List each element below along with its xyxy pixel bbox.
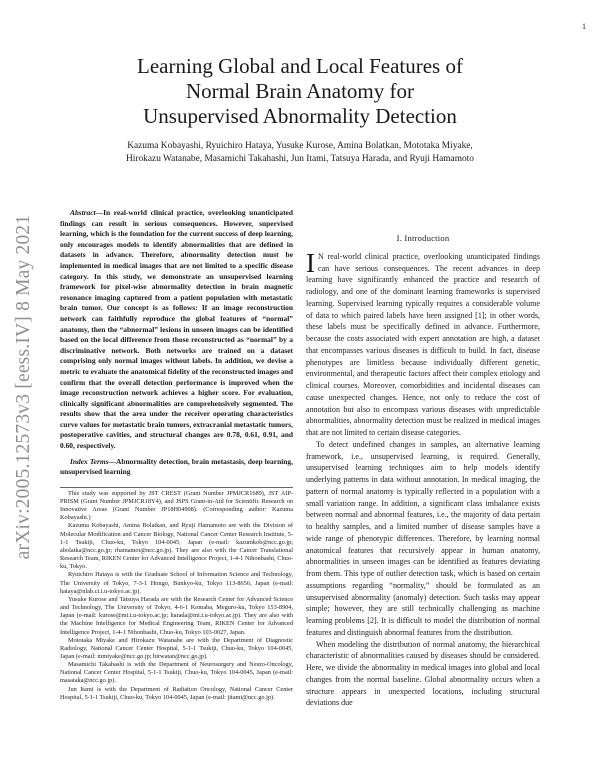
footnote-rule (60, 487, 293, 488)
paper-title (50, 54, 550, 129)
intro-paragraph: To detect undefined changes in samples, an alternative learning framework, i.e., unsupervised learning, is required. Generally, unsupervised learning techniques aim to help models identify underlying patterns in data without annotation. In medical imaging, the pattern of normal anatomy is typically reflected in a population with a small variation range. In addition, a significant class imbalance exists between normal and abnormal features, i.e., the majority of data pertain to healthy samples, and a limited number of disease samples have a wide range of phenotypic differences. Therefore, by learning normal anatomical features that recursively appear in human anatomy, abnormalities in unseen images can be identified as features deviating from them. This type of outlier detection task, which is based on certain assumptions regarding “normality,” should be formulated as an unsupervised abnormality (anomaly) detection. Such tasks may appear simple; however, they are still technically challenging as machine learning problems [2]. It is difficult to model the distribution of normal features and distinguish abnormal features from the distribution. (306, 439, 540, 637)
author-line: Hirokazu Watanabe, Masamichi Takahashi, Jun Itami, Tatsuya Harada, and Ryuji Hamamoto (126, 154, 474, 164)
footnote: Kazuma Kobayashi, Amina Bolatkan, and Ryuji Hamamoto are with the Division of Molecular Modification and Cancer Biology, National Cancer Center Research Institute, 5-1-1 Tsukiji, Chuo-ku, Tokyo 104-0045, Japan (e-mail: kazumkob@ncc.go.jp; abolatka@ncc.go.jp; rhamamot@ncc.go.jp). They are also with the Cancer Translational Research Team, RIKEN Center for Advanced Intelligence Project, 1-4-1 Nihonbashi, Chuo-ku, Tokyo. (60, 522, 293, 571)
page-number: 1 (582, 22, 586, 31)
footnote: Ryuichiro Hataya is with the Graduate School of Information Science and Technology, The University of Tokyo, 7-3-1 Hongo, Bunkyo-ku, Tokyo 113-8656, Japan (e-mail: hataya@nlab.ci.i.u-tokyo.ac.jp). (60, 571, 293, 595)
footnote: Mototaka Miyake and Hirokazu Watanabe are with the Department of Diagnostic Radiology, National Cancer Center Hospital, 5-1-1 Tsukiji, Chuo-ku, Tokyo 104-0045, Japan (e-mail: mmiyake@ncc.go.jp; hirwatan@ncc.go.jp). (60, 636, 293, 660)
drop-cap: I (306, 247, 315, 278)
title-line: Normal Brain Anatomy for (185, 79, 415, 103)
section-heading: I. Introduction (396, 233, 450, 243)
footnote: Masamichi Takahashi is with the Department of Neurosurgery and Neuro-Oncology, National Cancer Center Hospital, 5-1-1 Tsukiji, Chuo-ku, Tokyo 104-0045, Japan (e-mail: masataka@ncc.go.jp). (60, 661, 293, 685)
footnote: Yusuke Kurose and Tatsuya Harada are with the Research Center for Advanced Science and Technology, The University of Tokyo, 4-6-1 Komaba, Meguro-ku, Tokyo 153-8904, Japan (e-mail: kurose@mi.t.u-tokyo.ac.jp; harada@mi.t.u-tokyo.ac.jp). They are also with the Machine Intelligence for Medical Engineering Team, RIKEN Center for Advanced Intelligence Project, 1-4-1 Nihonbashi, Chuo-ku, Tokyo 103-0027, Japan. (60, 595, 293, 636)
arxiv-watermark (2, 207, 46, 567)
author-line: Kazuma Kobayashi, Ryuichiro Hataya, Yusuke Kurose, Amina Bolatkan, Mototaka Miyake, (127, 141, 473, 151)
footnotes (60, 487, 293, 702)
footnote: This study was supported by JST CREST (Grant Number JPMJCR1689), JST AIP-PRISM (Grant Number JPMJCR18Y4), and JSPS Grant-in-Aid for Scientific Research on Innovative Areas (Grant Number JP18H04908). (Corresponding author: Kazuma Kobayashi.) (60, 489, 293, 522)
abstract-lead: Abstract (70, 208, 96, 217)
intro-paragraph (306, 247, 540, 439)
title-line: Learning Global and Local Features of (137, 54, 463, 78)
arxiv-id: arXiv:2005.12573v3 [eess.IV] 8 May 2021 (13, 214, 34, 560)
author-list (50, 140, 550, 166)
footnote: Jun Itami is with the Department of Radiation Oncology, National Cancer Center Hospital, 5-1-1 Tsukiji, Chuo-ku, Tokyo 104-0045, Japan (e-mail: jitami@ncc.go.jp). (60, 685, 293, 701)
intro-paragraph-text: N real-world clinical practice, overlooking unanticipated findings can have serious consequences. The recent advances in deep learning have significantly enhanced the practice and research of radiology, and one of the dominant learning frameworks is supervised learning. Supervised learning typically requires a considerable volume of data to which paired labels have been assigned [1]; in other words, these labels must be specifically defined in advance. Furthermore, because the costs associated with expert annotation are high, a dataset that encompasses various diseases is difficult to build. In fact, disease phenotypes are limitless because individually different genetic, environmental, and therapeutic factors affect their complex etiology and clinical courses. Moreover, comorbidities and incidental diseases can cause unexpected changes. Hence, not only to reduce the cost of annotation but also to encompass various diseases with unpredictable abnormalities, abnormality detection must be realized in medical images that are not limited to certain disease categories. (306, 251, 540, 437)
index-terms-lead: Index Terms (70, 456, 109, 466)
index-terms-text: —Abnormality detection, brain metastasis, deep learning, unsupervised learning (60, 456, 293, 477)
index-terms (60, 457, 293, 478)
left-column (60, 208, 293, 702)
right-column (306, 233, 540, 709)
title-line: Unsupervised Abnormality Detection (143, 104, 457, 128)
abstract (60, 208, 293, 452)
abstract-text: —In real-world clinical practice, overlooking unanticipated findings can result in serious consequences. However, supervised learning, which is the foundation for the current success of deep learning, only encourages models to identify abnormalities that are defined in datasets in advance. Therefore, abnormality detection must be implemented in medical images that are not limited to a specific disease category. In this study, we demonstrate an unsupervised learning framework for pixel-wise abnormality detection in brain magnetic resonance imaging captured from a patient population with metastatic brain tumor. Our concept is as follows: If an image reconstruction network can faithfully reproduce the global features of “normal” anatomy, then the “abnormal” lesions in unseen images can be identified based on the local difference from those reconstructed as “normal” by a discriminative network. Both networks are trained on a dataset comprising only normal images without labels. In addition, we devise a metric to evaluate the anatomical fidelity of the reconstructed images and confirm that the overall detection performance is improved when the image reconstruction network achieves a higher score. For evaluation, clinically significant abnormalities are comprehensively segmented. The results show that the area under the receiver operating characteristics curve values for metastatic brain tumors, extracranial metastatic tumors, postoperative cavities, and structural changes are 0.78, 0.61, 0.91, and 0.60, respectively. (60, 208, 293, 451)
intro-paragraph: When modeling the distribution of normal anatomy, the hierarchical characteristic of abnormalities caused by diseases should be considered. Here, we divide the abnormality in medical images into global and local changes from the normal baseline. Global abnormality occurs when a structure appears in unexpected locations, including structural deviations due (306, 639, 540, 708)
